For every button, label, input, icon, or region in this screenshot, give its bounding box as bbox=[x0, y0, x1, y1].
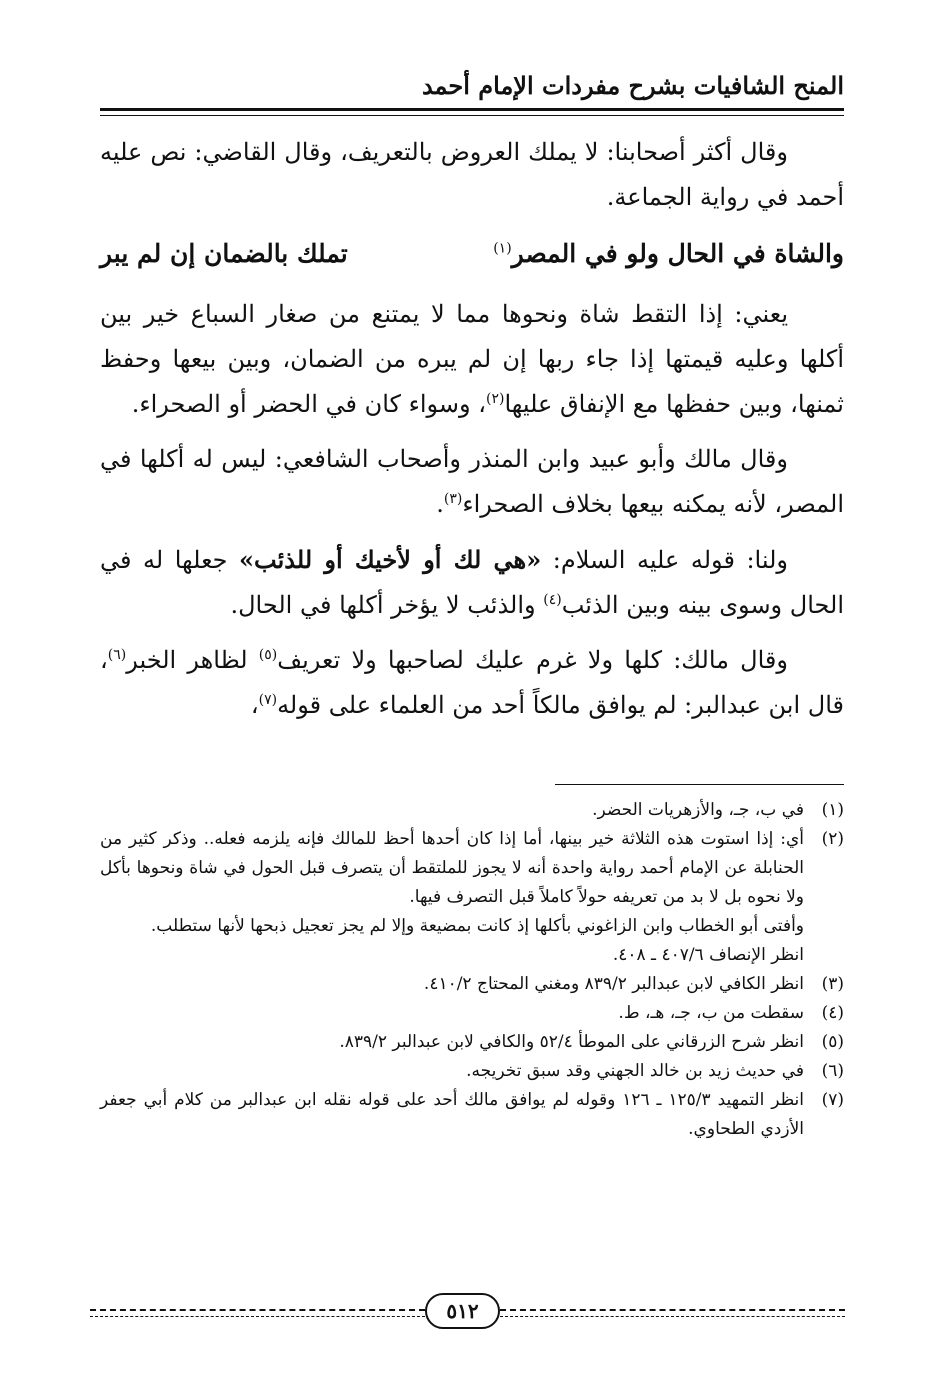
verse-hemistich-b: تملك بالضمان إن لم يبر bbox=[100, 239, 348, 268]
paragraph-3-text-a: وقال مالك وأبو عبيد وابن المنذر وأصحاب الشافعي: ليس له أكلها في المصر، لأنه يمكنه بيعها بخلاف الصحراء bbox=[100, 445, 844, 518]
paragraph-5 bbox=[100, 638, 844, 728]
footnote-text: أي: إذا استوت هذه الثلاثة خير بينها، أما إذا كان أحدها أحظ للمالك فإنه يلزمه فعله.. وذكر كثير من الحنابلة عن الإمام أحمد رواية واحدة أنه لا يجوز للملتقط أن يتصرف قبل الحول في شاة ونحوها بأكل ولا نحوه بل لا بد من تعريفه حولاً كاملاً قبل التصرف فيها. bbox=[100, 829, 804, 907]
footnote-item bbox=[100, 796, 844, 825]
footnotes bbox=[100, 796, 844, 1144]
footnote-ref-2: (٢) bbox=[486, 391, 505, 407]
footnote-separator bbox=[555, 784, 844, 785]
paragraph-5-text-d: ، bbox=[250, 691, 259, 719]
footnote-text: انظر الكافي لابن عبدالبر ٨٣٩/٢ ومغني المحتاج ٤١٠/٢. bbox=[423, 974, 804, 994]
footnote-item bbox=[100, 825, 844, 970]
footnote-ref-3: (٣) bbox=[443, 491, 463, 507]
footnote-number: (٧) bbox=[821, 1090, 844, 1110]
footnote-number: (٦) bbox=[821, 1061, 844, 1081]
footnote-text: انظر التمهيد ١٢٥/٣ ـ ١٢٦ وقوله لم يوافق مالك أحد على قوله نقله ابن عبدالبر من كلام أبي جعفر الأزدي الطحاوي. bbox=[100, 1090, 804, 1139]
paragraph-4-text-b: جعلها له في الحال وسوى بينه وبين الذئب bbox=[100, 546, 844, 619]
footnote-text-source: انظر الإنصاف ٤٠٧/٦ ـ ٤٠٨. bbox=[612, 945, 804, 965]
paragraph-3 bbox=[100, 437, 844, 527]
paragraph-4-text-a: ولنا: قوله عليه السلام: bbox=[541, 546, 789, 574]
hadith-quote: «هي لك أو لأخيك أو للذئب» bbox=[239, 545, 542, 574]
paragraph-2-text-a: يعني: إذا التقط شاة ونحوها مما لا يمتنع من صغار السباع خير بين أكلها وعليه قيمتها إذا جاء ربها إن لم يبره من الضمان، وبين بيعها وحفظ ثمنها، وبين حفظها مع الإنفاق عليها bbox=[100, 300, 844, 418]
paragraph-5-text-a: وقال مالك: كلها ولا غرم عليك لصاحبها ولا تعريف bbox=[277, 646, 788, 674]
paragraph-4 bbox=[100, 537, 844, 628]
footer-dashed-rule-right bbox=[500, 1309, 845, 1311]
paragraph-4-text-c: والذئب لا يؤخر أكلها في الحال. bbox=[230, 591, 544, 619]
footnote-number: (٥) bbox=[821, 1032, 844, 1052]
footnote-ref-1: (١) bbox=[493, 240, 512, 257]
main-text bbox=[100, 130, 844, 738]
header-rule-thick bbox=[100, 108, 844, 111]
footnote-body bbox=[100, 825, 804, 970]
paragraph-2 bbox=[100, 292, 844, 427]
footnote-item bbox=[100, 1057, 844, 1086]
footnote-item bbox=[100, 970, 844, 999]
footnote-ref-7: (٧) bbox=[258, 692, 278, 708]
header-rule-thin bbox=[100, 115, 844, 116]
verse-hemistich-a bbox=[493, 230, 844, 278]
footnote-text: في حديث زيد بن خالد الجهني وقد سبق تخريجه. bbox=[466, 1061, 804, 1081]
footnote-number: (٢) bbox=[821, 829, 844, 849]
footnote-ref-6: (٦) bbox=[107, 647, 127, 663]
footnote-number: (٣) bbox=[821, 974, 844, 994]
running-header-title: المنح الشافيات بشرح مفردات الإمام أحمد bbox=[421, 71, 844, 100]
verse-line bbox=[100, 230, 844, 278]
paragraph-2-text-b: ، وسواء كان في الحضر أو الصحراء. bbox=[131, 390, 487, 418]
footnote-text: في ب، جـ، والأزهريات الحضر. bbox=[592, 800, 804, 820]
footnote-ref-5: (٥) bbox=[258, 647, 278, 663]
footer-dashed-rule-right-thin bbox=[500, 1316, 845, 1317]
footnote-item bbox=[100, 999, 844, 1028]
paragraph-1 bbox=[100, 130, 844, 220]
footnote-item bbox=[100, 1086, 844, 1144]
page-number: ٥١٢ bbox=[425, 1293, 500, 1329]
footnote-number: (٤) bbox=[821, 1003, 844, 1023]
footnote-text-continued: وأفتى أبو الخطاب وابن الزاغوني بأكلها إذ كانت بمضيعة وإلا لم يجز تعجيل ذبحها لأنها ستطلب. bbox=[150, 916, 804, 936]
verse-hemistich-a-text: والشاة في الحال ولو في المصر bbox=[511, 239, 844, 268]
paragraph-5-text-c: ، قال ابن عبدالبر: لم يوافق مالكاً أحد من العلماء على قوله bbox=[100, 646, 844, 719]
footer-dashed-rule-left-thin bbox=[90, 1316, 425, 1317]
footnote-ref-4: (٤) bbox=[543, 592, 562, 608]
footnote-item bbox=[100, 1028, 844, 1057]
paragraph-3-text-b: . bbox=[436, 490, 444, 518]
footnote-number: (١) bbox=[821, 800, 844, 820]
paragraph-5-text-b: لظاهر الخبر bbox=[126, 646, 259, 674]
footnote-text: سقطت من ب، جـ، هـ، ط. bbox=[618, 1003, 804, 1023]
paragraph-1-text: وقال أكثر أصحابنا: لا يملك العروض بالتعريف، وقال القاضي: نص عليه أحمد في رواية الجماعة. bbox=[100, 138, 844, 211]
footnote-text: انظر شرح الزرقاني على الموطأ ٥٢/٤ والكافي لابن عبدالبر ٨٣٩/٢. bbox=[339, 1032, 804, 1052]
footer-dashed-rule-left bbox=[90, 1309, 425, 1311]
